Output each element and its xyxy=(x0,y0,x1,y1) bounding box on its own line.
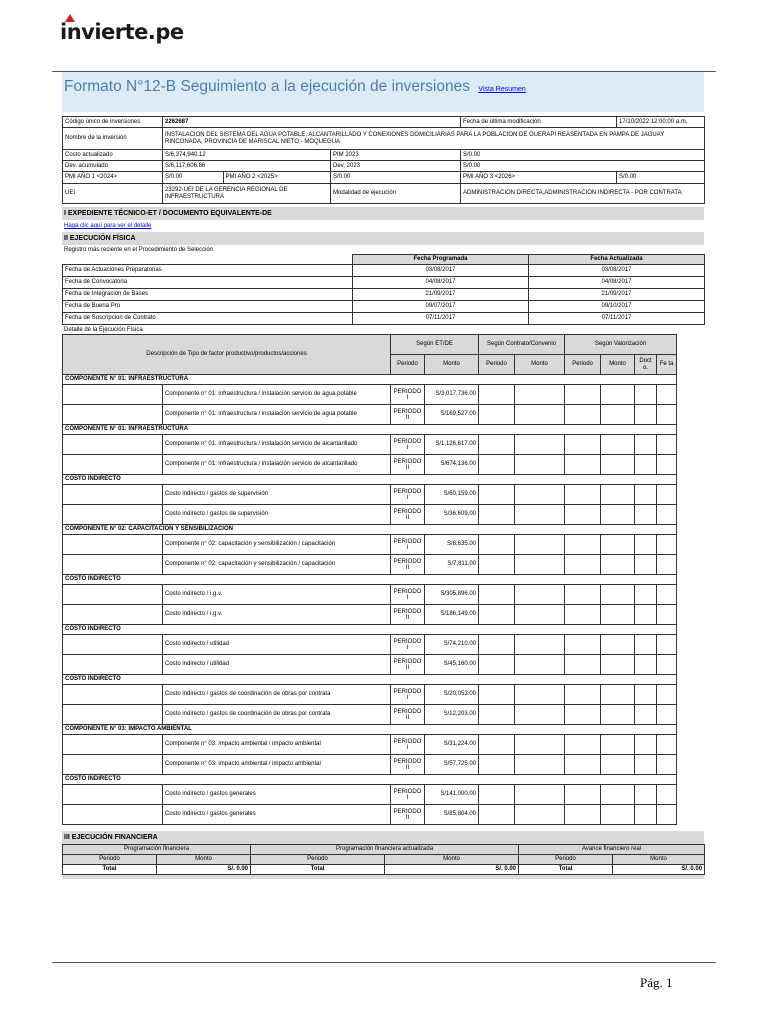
row-monto: S/45,160.00 xyxy=(425,655,479,675)
page-title: Formato N°12-B Seguimiento a la ejecución de inversiones xyxy=(64,78,470,95)
date-programada: 09/07/2017 xyxy=(353,301,529,313)
pmi3-value: S/0.00 xyxy=(617,172,705,184)
date-row xyxy=(63,289,705,301)
group-title: COMPONENTE N° 02: CAPACITACION Y SENSIBILIZACION xyxy=(63,525,677,535)
row-periodo: PERIODO II xyxy=(391,555,425,575)
row-monto: S/141,000.00 xyxy=(425,785,479,805)
detalle-caption: Detalle de la Ejecución Física xyxy=(64,327,143,333)
row-periodo: PERIODO I xyxy=(391,685,425,705)
fin-monto-3: Monto xyxy=(613,855,705,865)
table-row xyxy=(63,735,705,755)
fin-periodo-2: Periodo xyxy=(251,855,385,865)
row-description: Costo indirecto / gastos generales xyxy=(163,785,391,805)
group-row xyxy=(63,675,705,685)
fin-total-label-2: Total xyxy=(251,865,385,875)
etde-periodo-header: Periodo xyxy=(391,355,425,375)
title-bar xyxy=(62,72,704,112)
row-description: Costo indirecto / gastos generales xyxy=(163,805,391,825)
prog-fin-act-header: Programación financiera actualizada xyxy=(251,845,519,855)
row-periodo: PERIODO I xyxy=(391,435,425,455)
row-monto: S/1,126,617.00 xyxy=(425,435,479,455)
pmi1-label: PMI AÑO 1 <2024> xyxy=(63,172,163,184)
table-row xyxy=(63,755,705,775)
codigo-value: 2262687 xyxy=(163,117,461,128)
logo-text: invierte.pe xyxy=(60,20,184,44)
avance-fin-header: Avance financiero real xyxy=(519,845,705,855)
dev-value: S/0.00 xyxy=(461,161,705,172)
pmi2-value: S/0.00 xyxy=(331,172,461,184)
date-label: Fecha de Actuaciones Preparatorias xyxy=(63,265,353,277)
row-description: Costo indirecto / gastos de supervisión xyxy=(163,485,391,505)
row-description: Componente n° 01: infraestructura / instalación servicio de alcantarillado xyxy=(163,435,391,455)
date-actualizada: 21/09/2017 xyxy=(529,289,705,301)
financial-table xyxy=(62,844,705,875)
row-monto: S/85,804.00 xyxy=(425,805,479,825)
group-row xyxy=(63,775,705,785)
date-label: Fecha de Suscripcion de Contrato xyxy=(63,313,353,325)
fin-total-label-1: Total xyxy=(63,865,157,875)
row-periodo: PERIODO II xyxy=(391,805,425,825)
table-row xyxy=(63,505,705,525)
pim-label: PIM 2023 xyxy=(331,150,461,161)
costo-value: S/6,374,940.12 xyxy=(163,150,331,161)
dev-label: Dev. 2023 xyxy=(331,161,461,172)
summary-link[interactable]: Vista Resumen xyxy=(478,86,526,93)
date-label: Fecha de Convocatoria xyxy=(63,277,353,289)
date-row xyxy=(63,313,705,325)
table-row xyxy=(63,705,705,725)
physical-execution-table xyxy=(62,334,705,825)
row-monto: S/3,017,736.00 xyxy=(425,385,479,405)
row-monto: S/60,159.00 xyxy=(425,485,479,505)
uei-label: UEI xyxy=(63,184,163,204)
table-row xyxy=(63,685,705,705)
date-actualizada: 07/11/2017 xyxy=(529,313,705,325)
row-periodo: PERIODO II xyxy=(391,405,425,425)
row-description: Componente n° 01: infraestructura / instalación servicio de agua potable xyxy=(163,405,391,425)
row-description: Componente n° 02: capacitación y sensibilización / capacitación xyxy=(163,535,391,555)
row-monto: S/7,811.00 xyxy=(425,555,479,575)
date-programada: 21/09/2017 xyxy=(353,289,529,301)
row-monto: S/305,896.00 xyxy=(425,585,479,605)
table-row xyxy=(63,635,705,655)
group-title: COSTO INDIRECTO xyxy=(63,675,677,685)
table-row xyxy=(63,405,705,425)
investment-info-table xyxy=(62,116,705,204)
row-monto: S/36,609.00 xyxy=(425,505,479,525)
row-periodo: PERIODO I xyxy=(391,735,425,755)
fin-total-1: S/. 0.00 xyxy=(157,865,251,875)
fin-periodo-1: Periodo xyxy=(63,855,157,865)
row-periodo: PERIODO II xyxy=(391,705,425,725)
date-programada: 03/08/2017 xyxy=(353,265,529,277)
invierte-logo xyxy=(60,14,200,46)
row-description: Costo indirecto / gastos de supervisión xyxy=(163,505,391,525)
row-periodo: PERIODO I xyxy=(391,585,425,605)
fin-total-label-3: Total xyxy=(519,865,613,875)
date-row xyxy=(63,265,705,277)
group-row xyxy=(63,625,705,635)
table-row xyxy=(63,485,705,505)
row-monto: S/20,053.00 xyxy=(425,685,479,705)
valor-doc-header: Doct o. xyxy=(635,355,657,375)
group-row xyxy=(63,725,705,735)
group-title: COMPONENTE N° 01: INFRAESTRUCTURA xyxy=(63,425,677,435)
fin-total-2: S/. 0.00 xyxy=(385,865,519,875)
expediente-detail-link[interactable]: Haga clic aquí para ver el detalle xyxy=(64,223,152,229)
contrato-header: Según Contrato/Convenio xyxy=(479,335,565,355)
group-row xyxy=(63,425,705,435)
group-title: COMPONENTE N° 03: IMPACTO AMBIENTAL xyxy=(63,725,677,735)
row-monto: S/74,210.00 xyxy=(425,635,479,655)
selection-dates-table xyxy=(62,254,705,325)
etde-monto-header: Monto xyxy=(425,355,479,375)
row-description: Componente n° 02: capacitación y sensibilización / capacitación xyxy=(163,555,391,575)
group-row xyxy=(63,525,705,535)
row-description: Costo indirecto / i.g.v. xyxy=(163,585,391,605)
row-periodo: PERIODO II xyxy=(391,505,425,525)
row-monto: S/8,635.00 xyxy=(425,535,479,555)
fin-periodo-3: Periodo xyxy=(519,855,613,865)
desc-header: Descripción de Tipo de factor productivo/productos/acciones xyxy=(63,335,391,375)
section-ejecucion-financiera: III EJECUCIÓN FINANCIERA xyxy=(62,831,704,844)
row-description: Componente n° 01: infraestructura / instalación servicio de agua potable xyxy=(163,385,391,405)
footer-divider xyxy=(52,962,716,963)
row-monto: S/186,149.00 xyxy=(425,605,479,625)
report-page xyxy=(62,72,704,879)
row-periodo: PERIODO I xyxy=(391,785,425,805)
valor-periodo-header: Periodo xyxy=(565,355,601,375)
row-monto: S/169,527.00 xyxy=(425,405,479,425)
group-title: COSTO INDIRECTO xyxy=(63,775,677,785)
table-row xyxy=(63,805,705,825)
costo-label: Costo actualizado xyxy=(63,150,163,161)
group-row xyxy=(63,575,705,585)
table-row xyxy=(63,785,705,805)
fin-total-3: S/. 0.00 xyxy=(613,865,705,875)
row-monto: S/674,136.00 xyxy=(425,455,479,475)
group-title: COSTO INDIRECTO xyxy=(63,625,677,635)
table-row xyxy=(63,555,705,575)
valorizacion-header: Según Valorización xyxy=(565,335,677,355)
prog-fin-header: Programación financiera xyxy=(63,845,251,855)
fin-monto-2: Monto xyxy=(385,855,519,865)
row-description: Costo indirecto / utilidad xyxy=(163,635,391,655)
date-actualizada: 09/10/2017 xyxy=(529,301,705,313)
modalidad-value: ADMINISTRACION DIRECTA,ADMINISTRACION INDIRECTA - POR CONTRATA xyxy=(461,184,705,204)
dev-acum-label: Dev. acumulado xyxy=(63,161,163,172)
row-periodo: PERIODO II xyxy=(391,605,425,625)
row-description: Costo indirecto / gastos de coordinación de obras por contrata xyxy=(163,685,391,705)
date-row xyxy=(63,301,705,313)
date-row xyxy=(63,277,705,289)
pim-value: S/0.00 xyxy=(461,150,705,161)
fin-monto-1: Monto xyxy=(157,855,251,865)
nombre-label: Nombre de la inversion xyxy=(63,128,163,150)
row-description: Componente n° 03: impacto ambiental / impacto ambiental xyxy=(163,755,391,775)
table-row xyxy=(63,605,705,625)
row-description: Componente n° 03: impacto ambiental / impacto ambiental xyxy=(163,735,391,755)
group-row xyxy=(63,475,705,485)
page-number: Pág. 1 xyxy=(640,975,673,990)
fecha-programada-header: Fecha Programada xyxy=(353,255,529,265)
row-periodo: PERIODO I xyxy=(391,535,425,555)
row-periodo: PERIODO I xyxy=(391,635,425,655)
group-title: COSTO INDIRECTO xyxy=(63,475,677,485)
codigo-label: Código único de inversiones xyxy=(63,117,163,128)
table-row xyxy=(63,585,705,605)
etde-header: Según ET/DE xyxy=(391,335,479,355)
row-periodo: PERIODO II xyxy=(391,455,425,475)
dev-acum-value: S/6,117,606.86 xyxy=(163,161,331,172)
table-row xyxy=(63,385,705,405)
row-description: Costo indirecto / utilidad xyxy=(163,655,391,675)
table-row xyxy=(63,535,705,555)
uei-value: 23292-UEI DE LA GERENCIA REGIONAL DE INFRAESTRUCTURA xyxy=(163,184,331,204)
group-row xyxy=(63,375,705,385)
row-description: Costo indirecto / gastos de coordinación de obras por contrata xyxy=(163,705,391,725)
pmi1-value: S/0.00 xyxy=(163,172,223,183)
contrato-periodo-header: Periodo xyxy=(479,355,515,375)
row-monto: S/57,725.00 xyxy=(425,755,479,775)
pmi3-label: PMI AÑO 3 <2026> xyxy=(461,172,617,184)
group-title: COSTO INDIRECTO xyxy=(63,575,677,585)
date-label: Fecha de Buena Pro xyxy=(63,301,353,313)
date-actualizada: 03/08/2017 xyxy=(529,265,705,277)
table-row xyxy=(63,655,705,675)
registro-caption: Registro más reciente en el Procedimiento de Selección xyxy=(64,247,214,253)
date-actualizada: 04/08/2017 xyxy=(529,277,705,289)
valor-fecha-header: Fe ta xyxy=(657,355,677,375)
fecha-mod-label: Fecha de última modificación xyxy=(461,117,617,128)
group-title: COMPONENTE N° 01: INFRAESTRUCTURA xyxy=(63,375,677,385)
row-description: Costo indirecto / i.g.v. xyxy=(163,605,391,625)
nombre-value: INSTALACION DEL SISTEMA DEL AGUA POTABLE, ALCANTARILLADO Y CONEXIONES DOMICILIARIAS PARA LA POBLACION DE OUERAPI REASENTADA EN PAMPA DE JAGUAY RINCONADA, PROVINCIA DE MARISCAL NIETO - MOQUEGUA xyxy=(163,128,705,150)
row-periodo: PERIODO II xyxy=(391,655,425,675)
table-row xyxy=(63,435,705,455)
section-expediente: I EXPEDIENTE TÉCNICO-ET / DOCUMENTO EQUIVALENTE-DE xyxy=(62,207,704,220)
date-label: Fecha de Integracion de Bases xyxy=(63,289,353,301)
row-monto: S/12,203.00 xyxy=(425,705,479,725)
row-periodo: PERIODO II xyxy=(391,755,425,775)
date-programada: 07/11/2017 xyxy=(353,313,529,325)
valor-monto-header: Monto xyxy=(601,355,635,375)
fecha-actualizada-header: Fecha Actualizada xyxy=(529,255,705,265)
modalidad-label: Modalidad de ejecución xyxy=(331,184,461,204)
table-row xyxy=(63,455,705,475)
fecha-mod-value: 17/10/2022 12:00:00 a.m. xyxy=(617,117,705,128)
contrato-monto-header: Monto xyxy=(515,355,565,375)
row-periodo: PERIODO I xyxy=(391,485,425,505)
row-periodo: PERIODO I xyxy=(391,385,425,405)
section-ejecucion-fisica: II EJECUCIÓN FÍSICA xyxy=(62,232,704,245)
pmi2-label: PMI AÑO 2 <2025> xyxy=(225,174,278,180)
row-monto: S/31,224.00 xyxy=(425,735,479,755)
row-description: Componente n° 01: infraestructura / instalación servicio de alcantarillado xyxy=(163,455,391,475)
date-programada: 04/08/2017 xyxy=(353,277,529,289)
